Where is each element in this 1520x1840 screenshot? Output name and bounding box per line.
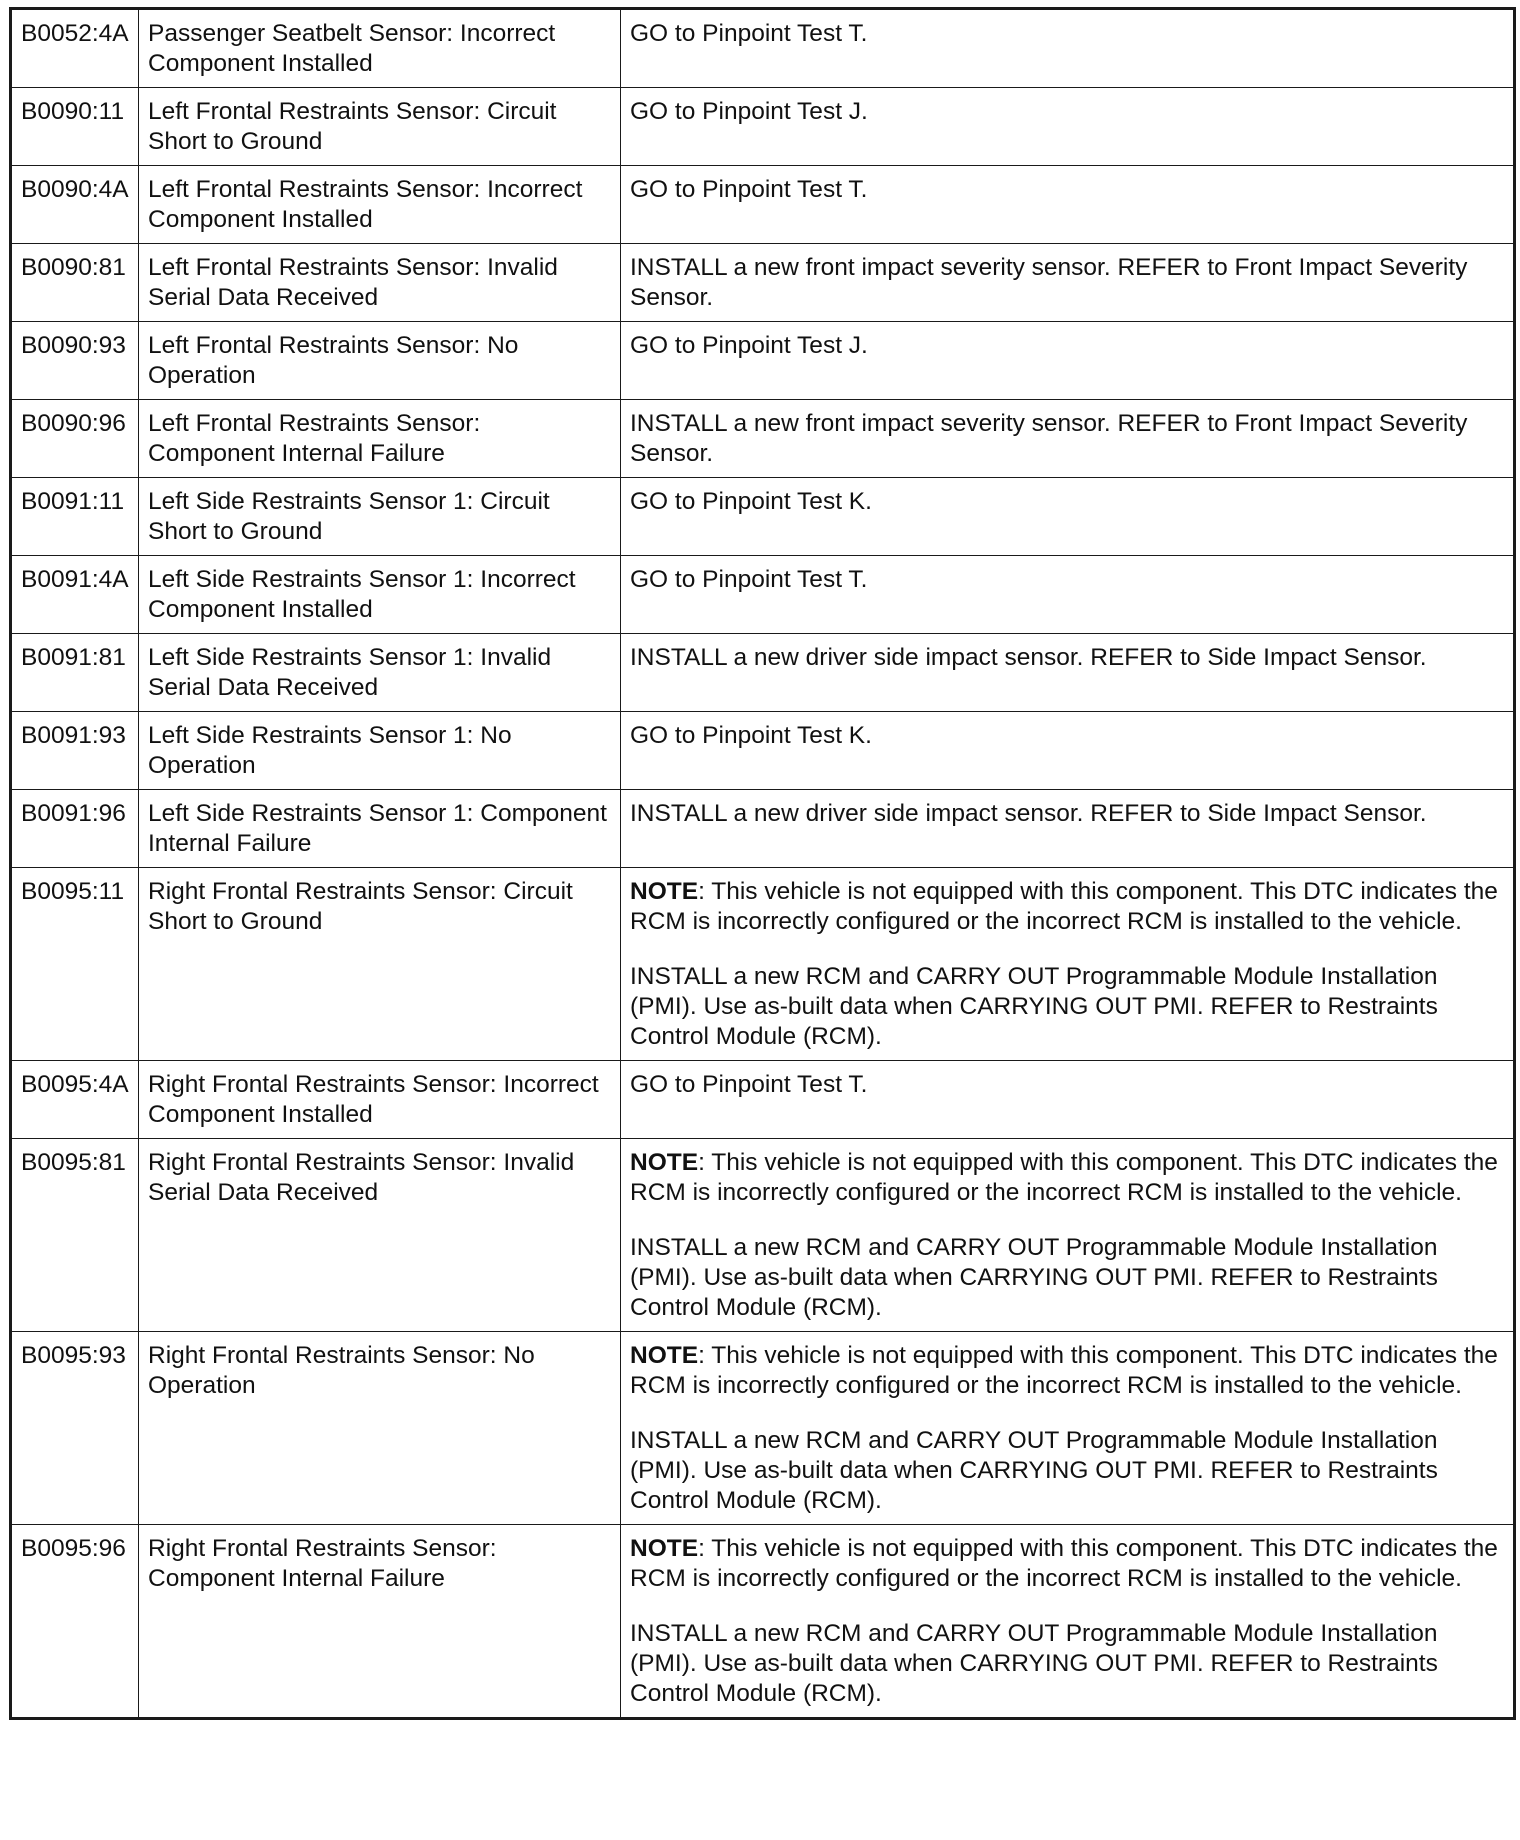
- dtc-table-body: [11, 9, 1515, 1719]
- note-label: NOTE: [630, 1342, 699, 1369]
- dtc-action: [621, 712, 1515, 790]
- dtc-code: B0091:4A: [11, 556, 139, 634]
- dtc-code: B0090:81: [11, 244, 139, 322]
- dtc-description: Left Side Restraints Sensor 1: Incorrect Component Installed: [139, 556, 621, 634]
- dtc-description: Left Side Restraints Sensor 1: Component Internal Failure: [139, 790, 621, 868]
- note-label: NOTE: [630, 1535, 699, 1562]
- dtc-description: Left Frontal Restraints Sensor: No Operation: [139, 322, 621, 400]
- dtc-action: [621, 88, 1515, 166]
- dtc-code: B0091:11: [11, 478, 139, 556]
- table-row: [11, 1332, 1515, 1525]
- dtc-code: B0090:11: [11, 88, 139, 166]
- action-text: INSTALL a new RCM and CARRY OUT Programmable Module Installation (PMI). Use as-built data when CARRYING OUT PMI. REFER to Restraints Control Module (RCM).: [630, 1427, 1438, 1514]
- table-row: [11, 244, 1515, 322]
- table-row: [11, 166, 1515, 244]
- table-row: [11, 1525, 1515, 1719]
- dtc-action: [621, 790, 1515, 868]
- dtc-action: [621, 634, 1515, 712]
- dtc-action: [621, 868, 1515, 1061]
- action-text: INSTALL a new driver side impact sensor. REFER to Side Impact Sensor.: [630, 644, 1427, 671]
- dtc-code: B0095:93: [11, 1332, 139, 1525]
- action-text: GO to Pinpoint Test J.: [630, 332, 868, 359]
- action-text: INSTALL a new RCM and CARRY OUT Programmable Module Installation (PMI). Use as-built data when CARRYING OUT PMI. REFER to Restraints Control Module (RCM).: [630, 1620, 1438, 1707]
- dtc-description: Left Frontal Restraints Sensor: Incorrect Component Installed: [139, 166, 621, 244]
- note-paragraph: [630, 1341, 1505, 1401]
- dtc-code: B0090:96: [11, 400, 139, 478]
- table-row: [11, 1139, 1515, 1332]
- note-text: : This vehicle is not equipped with this component. This DTC indicates the RCM is incorrectly configured or the incorrect RCM is installed to the vehicle.: [630, 878, 1498, 935]
- dtc-description: Passenger Seatbelt Sensor: Incorrect Component Installed: [139, 9, 621, 88]
- dtc-description: Right Frontal Restraints Sensor: Circuit Short to Ground: [139, 868, 621, 1061]
- action-text: GO to Pinpoint Test T.: [630, 1071, 868, 1098]
- action-text: GO to Pinpoint Test T.: [630, 566, 868, 593]
- table-row: [11, 88, 1515, 166]
- dtc-action: [621, 1061, 1515, 1139]
- action-text: INSTALL a new RCM and CARRY OUT Programmable Module Installation (PMI). Use as-built data when CARRYING OUT PMI. REFER to Restraints Control Module (RCM).: [630, 1234, 1438, 1321]
- action-text: GO to Pinpoint Test K.: [630, 488, 872, 515]
- dtc-action: [621, 166, 1515, 244]
- dtc-action: [621, 1332, 1515, 1525]
- action-text: INSTALL a new RCM and CARRY OUT Programmable Module Installation (PMI). Use as-built data when CARRYING OUT PMI. REFER to Restraints Control Module (RCM).: [630, 963, 1438, 1050]
- action-text: INSTALL a new front impact severity sensor. REFER to Front Impact Severity Sensor.: [630, 410, 1468, 467]
- dtc-description: Left Frontal Restraints Sensor: Component Internal Failure: [139, 400, 621, 478]
- dtc-description: Right Frontal Restraints Sensor: Component Internal Failure: [139, 1525, 621, 1719]
- table-row: [11, 9, 1515, 88]
- dtc-table: [9, 7, 1516, 1720]
- table-row: [11, 1061, 1515, 1139]
- dtc-action: [621, 478, 1515, 556]
- dtc-action: [621, 9, 1515, 88]
- dtc-description: Left Side Restraints Sensor 1: Invalid Serial Data Received: [139, 634, 621, 712]
- dtc-description: Left Frontal Restraints Sensor: Circuit Short to Ground: [139, 88, 621, 166]
- table-row: [11, 712, 1515, 790]
- dtc-code: B0091:81: [11, 634, 139, 712]
- dtc-action: [621, 322, 1515, 400]
- dtc-code: B0091:96: [11, 790, 139, 868]
- note-paragraph: [630, 1534, 1505, 1594]
- dtc-action: [621, 556, 1515, 634]
- note-text: : This vehicle is not equipped with this component. This DTC indicates the RCM is incorrectly configured or the incorrect RCM is installed to the vehicle.: [630, 1535, 1498, 1592]
- action-text: GO to Pinpoint Test J.: [630, 98, 868, 125]
- table-row: [11, 478, 1515, 556]
- dtc-action: [621, 1525, 1515, 1719]
- action-text: GO to Pinpoint Test T.: [630, 176, 868, 203]
- action-text: GO to Pinpoint Test K.: [630, 722, 872, 749]
- table-row: [11, 634, 1515, 712]
- table-row: [11, 400, 1515, 478]
- note-text: : This vehicle is not equipped with this component. This DTC indicates the RCM is incorrectly configured or the incorrect RCM is installed to the vehicle.: [630, 1342, 1498, 1399]
- dtc-description: Right Frontal Restraints Sensor: Invalid Serial Data Received: [139, 1139, 621, 1332]
- dtc-description: Left Frontal Restraints Sensor: Invalid Serial Data Received: [139, 244, 621, 322]
- dtc-description: Left Side Restraints Sensor 1: No Operation: [139, 712, 621, 790]
- table-row: [11, 322, 1515, 400]
- dtc-code: B0095:81: [11, 1139, 139, 1332]
- action-text: INSTALL a new driver side impact sensor. REFER to Side Impact Sensor.: [630, 800, 1427, 827]
- dtc-code: B0090:4A: [11, 166, 139, 244]
- dtc-action: [621, 244, 1515, 322]
- table-row: [11, 868, 1515, 1061]
- dtc-action: [621, 400, 1515, 478]
- table-row: [11, 790, 1515, 868]
- note-paragraph: [630, 1148, 1505, 1208]
- dtc-code: B0052:4A: [11, 9, 139, 88]
- dtc-description: Left Side Restraints Sensor 1: Circuit Short to Ground: [139, 478, 621, 556]
- table-row: [11, 556, 1515, 634]
- dtc-code: B0095:4A: [11, 1061, 139, 1139]
- note-label: NOTE: [630, 878, 699, 905]
- dtc-code: B0095:96: [11, 1525, 139, 1719]
- action-text: INSTALL a new front impact severity sensor. REFER to Front Impact Severity Sensor.: [630, 254, 1468, 311]
- dtc-description: Right Frontal Restraints Sensor: Incorrect Component Installed: [139, 1061, 621, 1139]
- dtc-action: [621, 1139, 1515, 1332]
- dtc-description: Right Frontal Restraints Sensor: No Operation: [139, 1332, 621, 1525]
- dtc-code: B0095:11: [11, 868, 139, 1061]
- action-text: GO to Pinpoint Test T.: [630, 20, 868, 47]
- dtc-code: B0091:93: [11, 712, 139, 790]
- note-text: : This vehicle is not equipped with this component. This DTC indicates the RCM is incorrectly configured or the incorrect RCM is installed to the vehicle.: [630, 1149, 1498, 1206]
- note-label: NOTE: [630, 1149, 699, 1176]
- note-paragraph: [630, 877, 1505, 937]
- dtc-code: B0090:93: [11, 322, 139, 400]
